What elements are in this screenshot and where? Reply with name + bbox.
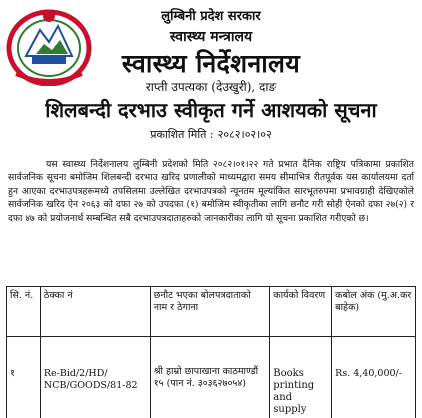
office-location: राप्ती उपत्यका (देउखुरी), दाङ: [145, 80, 277, 94]
cell-work: [270, 337, 332, 418]
published-date: २०८२।०२।०२: [217, 128, 272, 141]
table-row: [7, 337, 416, 418]
contract-number: Re-Bid/2/HD/ NCB/GOODS/81-82: [43, 368, 138, 391]
published-date-line: [0, 127, 422, 142]
header-vendor: छनौट भएका बोलपत्रदाताको नाम र ठेगाना: [150, 287, 270, 337]
header-work: कार्यको विवरण: [270, 287, 332, 337]
published-label: प्रकाशित मिति :: [150, 128, 214, 141]
header-amount: कबोल अंक (मु.अ.कर बाहेक): [332, 287, 416, 337]
notice-title: शिलबन्दी दरभाउ स्वीकृत गर्ने आशयको सूचना: [45, 98, 377, 122]
ministry-name: स्वास्थ्य मन्त्रालय: [169, 29, 253, 45]
government-name: लुम्बिनी प्रदेश सरकार: [161, 9, 261, 24]
bid-amount: Rs. 4,40,000/-: [335, 368, 402, 379]
notice-body: यस स्वास्थ्य निर्देशनालय लुम्बिनी प्रदेशको मिति २०८२।०१।२२ गते प्रभात दैनिक राष्ट्रिय पत्रिकामा प्रकाशित सार्वजनिक सूचना बमोजिम शिलबन्दी दरभाउ खरिद प्रणालीको माध्यमद्वारा समय सीमाभित्र रीतपूर्वक यस कार्यालयमा दर्ता हुन आएका दरभाउपत्रहरूमध्ये तपसिलमा उल्लेखित दरभाउपत्रको न्यूनतम मूल्यांकित सारभूतरुपमा प्रभावग्राही देखिएकोले सार्वजनिक खरिद ऐन २०६३ को दफा २७ को उपदफा (१) बमोजिम स्वीकृतीका लागि छनौट गरी सोही ऐनको दफा २७(२) र दफा ४७ को प्रयोजनार्थ सम्बन्धित सबै दरभाउपत्रदाताहरुको जानकारीका लागि यो सूचना प्रकाशित गरीएको छ।: [8, 159, 414, 224]
work-description: Books printing and supply: [273, 368, 315, 415]
cell-contract-no: [40, 337, 150, 418]
cell-vendor: [150, 337, 270, 418]
header-contract-no: ठेक्का नं: [40, 287, 150, 337]
serial-number: १: [10, 368, 15, 379]
cell-serial: [7, 337, 41, 418]
table-header-row: [7, 287, 416, 337]
vendor-name: श्री हाम्रो छापाखाना काठमाण्डौं १५ (पान नं. ३०३६२७०५४): [153, 366, 259, 389]
department-name: स्वास्थ्य निर्देशनालय: [121, 49, 301, 78]
bid-table: [6, 286, 416, 418]
cell-amount: [332, 337, 416, 418]
header-serial: सि. नं.: [7, 287, 41, 337]
